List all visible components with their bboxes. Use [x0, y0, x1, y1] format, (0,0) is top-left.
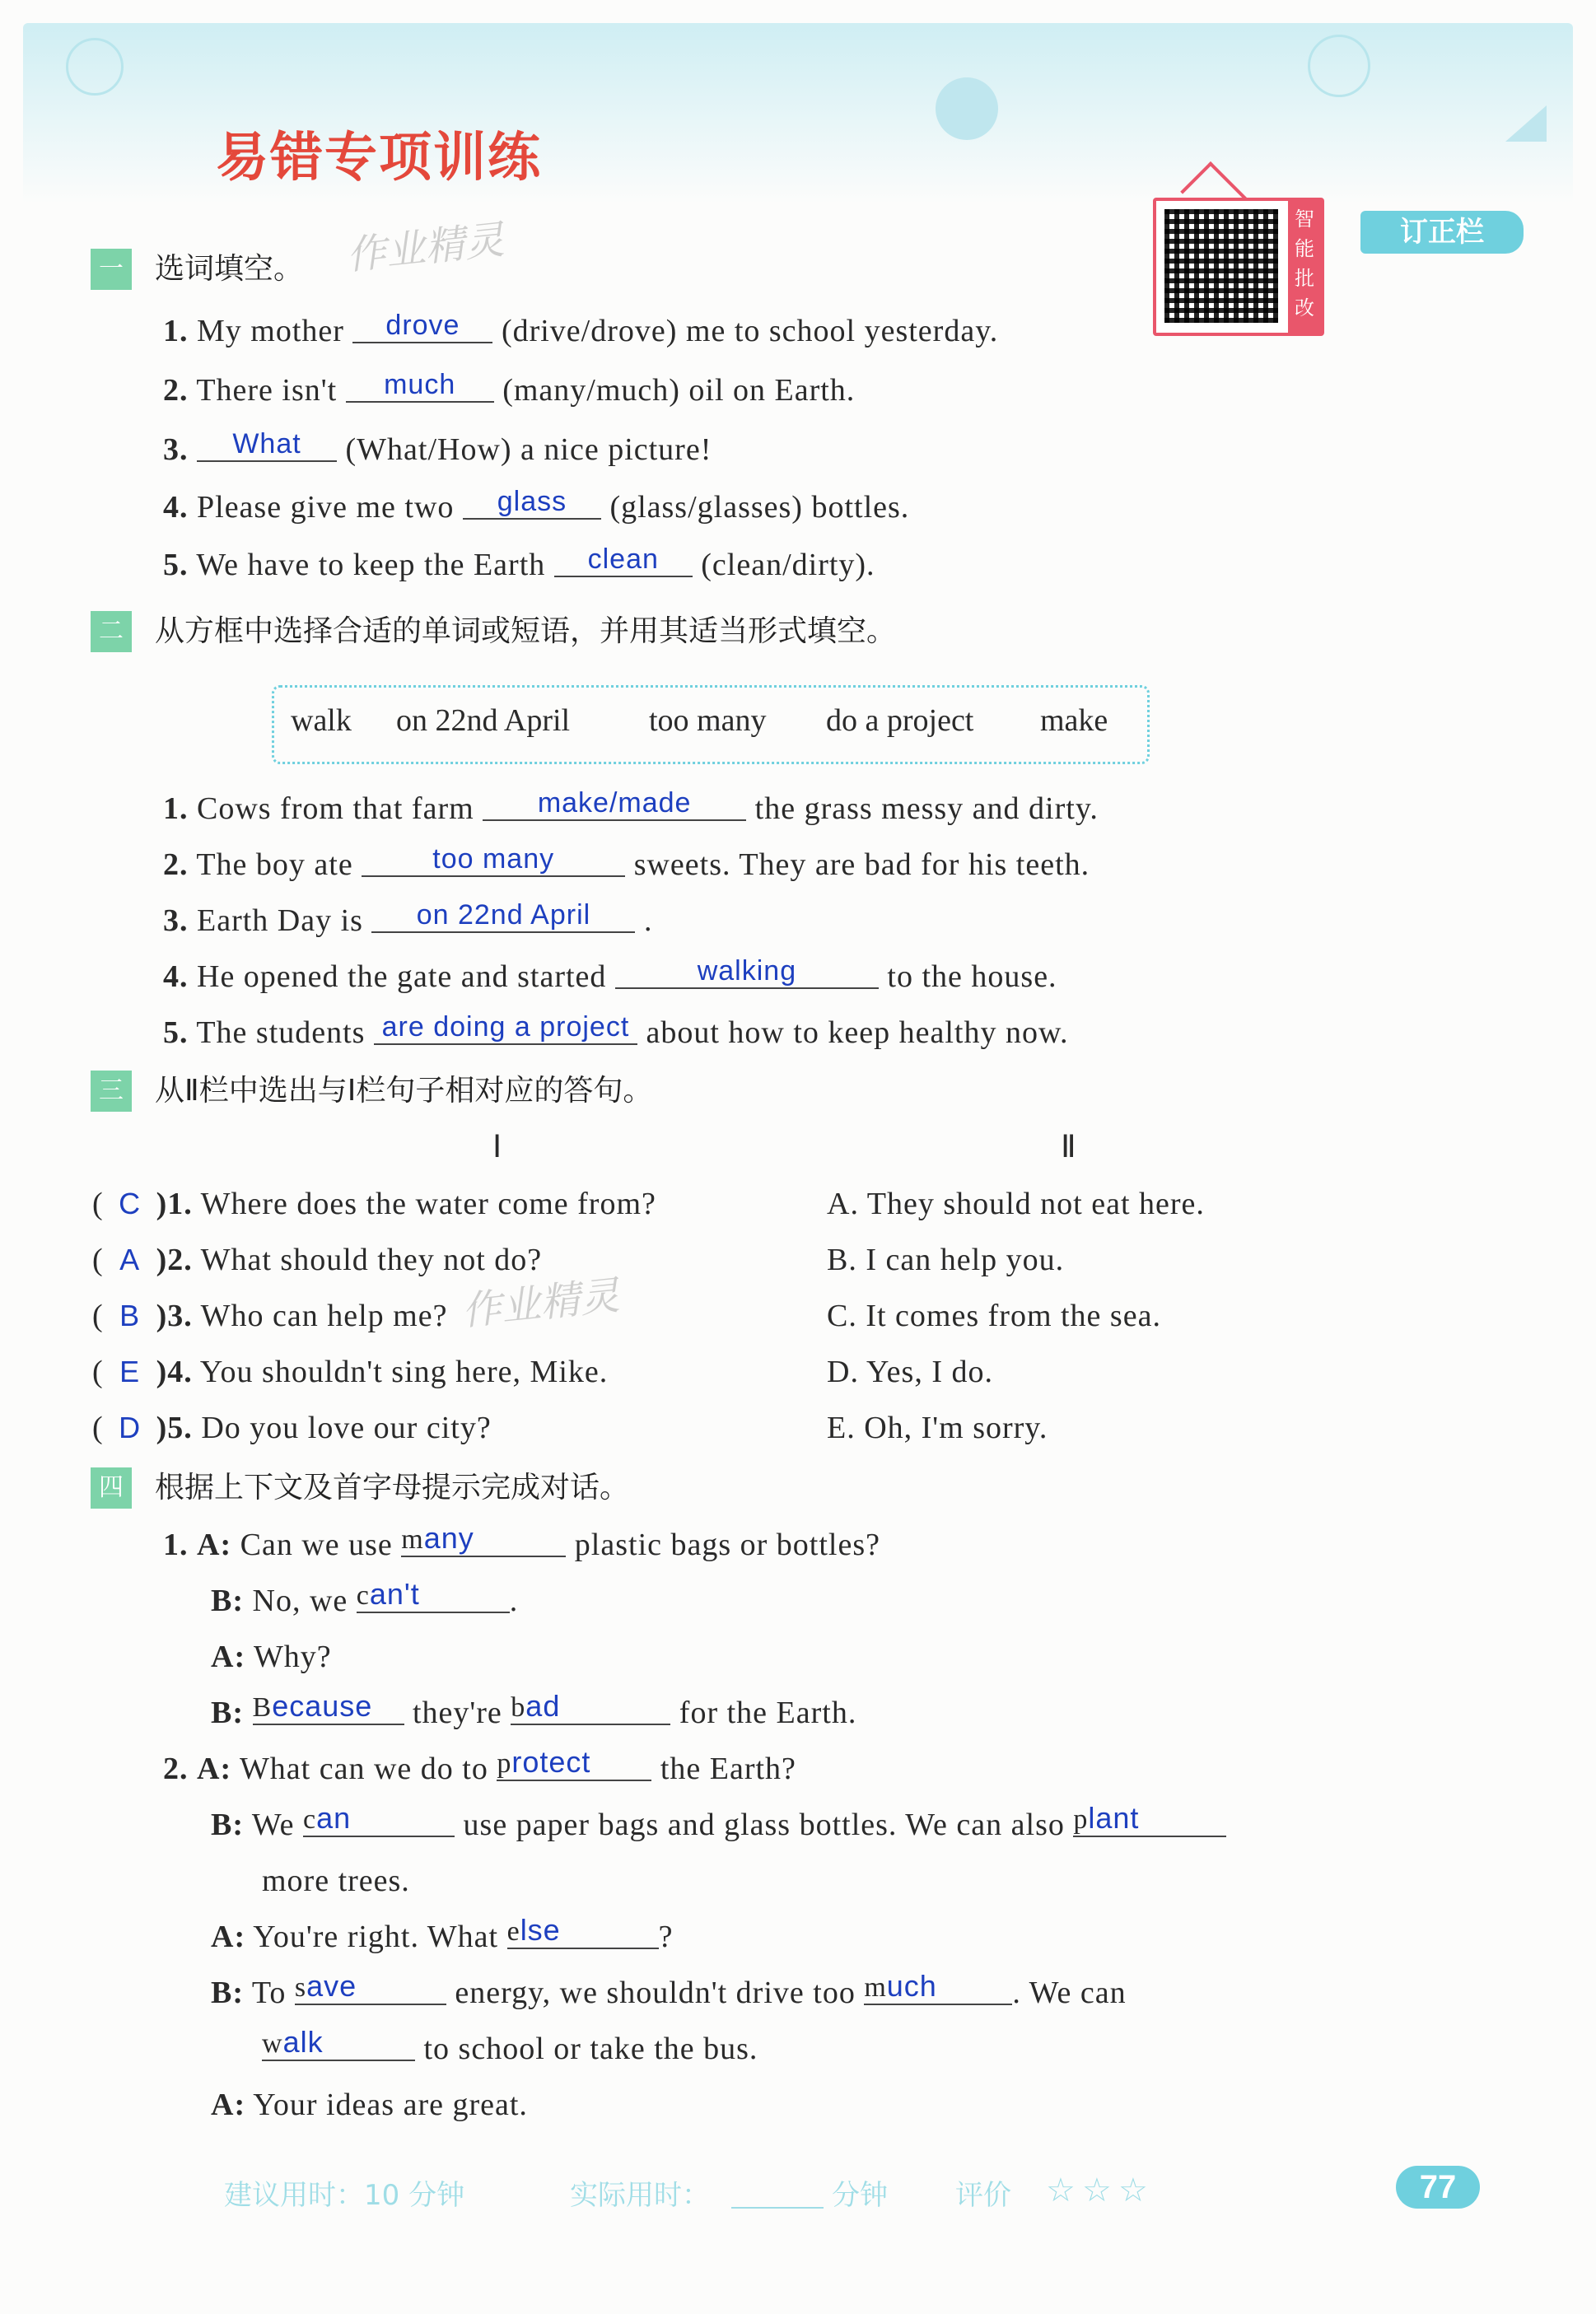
rating-label: 评价 — [955, 2179, 1011, 2212]
answer-blank[interactable]: clean — [554, 544, 693, 577]
s2-item-1: 1. Cows from that farm make/made the grass messy and dirty. — [163, 787, 1099, 826]
dialogue-line: A: You're right. What else ? — [211, 1913, 674, 1954]
hint-blank[interactable]: plant — [1073, 1801, 1226, 1837]
qr-code-card[interactable] — [1153, 198, 1324, 336]
match-option: E. Oh, I'm sorry. — [827, 1411, 1048, 1445]
section-badge: 二 — [91, 611, 132, 652]
match-answer[interactable]: D — [119, 1411, 142, 1444]
star-icon[interactable]: ☆ — [1046, 2172, 1076, 2209]
section-badge: 三 — [91, 1071, 132, 1112]
match-option: A. They should not eat here. — [827, 1187, 1205, 1221]
section-instruction: 从方框中选择合适的单词或短语，并用其适当形式填空。 — [155, 614, 897, 648]
decor-triangle — [1505, 105, 1547, 142]
section-instruction: 从Ⅱ栏中选出与Ⅰ栏句子相对应的答句。 — [155, 1074, 653, 1108]
hint-blank[interactable]: bad — [511, 1689, 670, 1725]
word-option: walk — [291, 703, 352, 738]
hint-blank[interactable]: much — [864, 1969, 1012, 2005]
dialogue-line: A: Your ideas are great. — [211, 2088, 528, 2122]
hint-blank[interactable]: can't — [357, 1577, 510, 1613]
dialogue-line: walk to school or take the bus. — [262, 2025, 758, 2066]
s1-item-5: 5. We have to keep the Earth clean (clean/dirty). — [163, 544, 875, 582]
word-option: do a project — [826, 703, 974, 738]
answer-blank[interactable]: drove — [352, 310, 492, 343]
match-row-1: ( C )1. Where does the water come from? — [92, 1187, 656, 1221]
s2-item-4: 4. He opened the gate and started walking to the house. — [163, 955, 1057, 994]
dialogue-line: 1. A: Can we use many plastic bags or bottles? — [163, 1521, 880, 1562]
decor-circle — [936, 77, 998, 140]
actual-time-blank[interactable] — [731, 2207, 824, 2209]
match-option: D. Yes, I do. — [827, 1355, 993, 1389]
match-answer[interactable]: A — [119, 1243, 141, 1276]
match-row-3: ( B )3. Who can help me? — [92, 1299, 448, 1333]
qr-label: 智能批改 — [1288, 201, 1321, 333]
match-row-5: ( D )5. Do you love our city? — [92, 1411, 492, 1445]
answer-blank[interactable]: too many — [362, 843, 625, 877]
actual-time-label: 实际用时： — [570, 2179, 710, 2212]
hint-blank[interactable]: walk — [262, 2025, 415, 2061]
answer-blank[interactable]: What — [197, 428, 337, 462]
rating-stars — [1046, 2174, 1151, 2207]
section-badge: 一 — [91, 249, 132, 290]
page-number: 77 — [1396, 2166, 1480, 2209]
s1-item-2: 2. There isn't much (many/much) oil on Earth. — [163, 369, 856, 408]
section-badge: 四 — [91, 1467, 132, 1509]
match-row-4: ( E )4. You shouldn't sing here, Mike. — [92, 1355, 609, 1389]
s2-item-2: 2. The boy ate too many sweets. They are bad for his teeth. — [163, 843, 1090, 882]
s1-item-4: 4. Please give me two glass (glass/glasses) bottles. — [163, 486, 910, 525]
hint-blank[interactable]: save — [295, 1969, 446, 2005]
hint-blank[interactable]: many — [401, 1521, 566, 1557]
dialogue-line: B: To save energy, we shouldn't drive too much . We can — [211, 1969, 1127, 2010]
qr-code-icon — [1164, 209, 1278, 323]
decor-circle — [66, 38, 124, 96]
match-option: B. I can help you. — [827, 1243, 1065, 1277]
section-instruction: 根据上下文及首字母提示完成对话。 — [155, 1471, 630, 1505]
section-instruction: 选词填空。 — [155, 252, 304, 286]
answer-blank[interactable]: are doing a project — [374, 1011, 637, 1045]
column-2-heading: Ⅱ — [1061, 1130, 1077, 1164]
answer-blank[interactable]: make/made — [483, 787, 746, 821]
suggested-time: 建议用时：10 分钟 — [224, 2179, 465, 2212]
answer-blank[interactable]: walking — [615, 955, 879, 989]
dialogue-line: A: Why? — [211, 1640, 332, 1674]
dialogue-line: B: No, we can't . — [211, 1577, 519, 1618]
correction-column-label: 订正栏 — [1360, 211, 1524, 254]
match-option: C. It comes from the sea. — [827, 1299, 1161, 1333]
hint-blank[interactable]: protect — [497, 1745, 651, 1781]
match-answer[interactable]: C — [119, 1187, 142, 1220]
s2-item-5: 5. The students are doing a project about how to keep healthy now. — [163, 1011, 1069, 1050]
dialogue-line: B: We can use paper bags and glass bottles. We can also plant — [211, 1807, 1226, 1844]
answer-blank[interactable]: much — [346, 369, 494, 403]
dialogue-line: B: Because they're bad for the Earth. — [211, 1689, 857, 1730]
word-option: too many — [649, 703, 767, 738]
match-answer[interactable]: E — [119, 1355, 141, 1388]
dialogue-line: more trees. — [262, 1864, 410, 1898]
word-option: on 22nd April — [396, 703, 571, 738]
star-icon[interactable]: ☆ — [1118, 2172, 1148, 2209]
hint-blank[interactable]: can — [303, 1801, 455, 1837]
decor-circle — [1308, 35, 1370, 97]
actual-time-unit: 分钟 — [832, 2179, 888, 2212]
column-1-heading: Ⅰ — [492, 1130, 503, 1164]
dialogue-line: 2. A: What can we do to protect the Earth? — [163, 1745, 796, 1786]
s1-item-1: 1. My mother drove (drive/drove) me to school yesterday. — [163, 310, 999, 348]
hint-blank[interactable]: else — [507, 1913, 659, 1949]
page-title: 易错专项训练 — [216, 128, 542, 189]
star-icon[interactable]: ☆ — [1082, 2172, 1112, 2209]
watermark: 作业精灵 — [460, 1272, 622, 1335]
match-row-2: ( A )2. What should they not do? — [92, 1243, 543, 1277]
word-box — [272, 685, 1150, 764]
watermark: 作业精灵 — [344, 217, 506, 279]
match-answer[interactable]: B — [119, 1299, 141, 1332]
hint-blank[interactable]: Because — [253, 1689, 404, 1725]
word-option: make — [1040, 703, 1108, 738]
answer-blank[interactable]: glass — [463, 486, 601, 520]
s2-item-3: 3. Earth Day is on 22nd April . — [163, 899, 653, 938]
answer-blank[interactable]: on 22nd April — [371, 899, 635, 933]
s1-item-3: 3. What (What/How) a nice picture! — [163, 428, 712, 467]
